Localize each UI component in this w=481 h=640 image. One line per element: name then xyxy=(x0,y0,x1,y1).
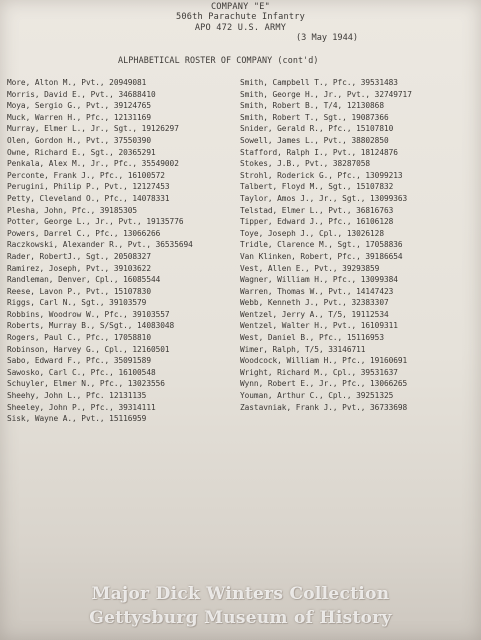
roster-entry: Strohl, Roderick G., Pfc., 13099213 xyxy=(240,170,403,180)
roster-entry: Wagner, William H., Pfc., 13099384 xyxy=(240,275,398,285)
roster-entry: Tridle, Clarence M., Sgt., 17058836 xyxy=(240,240,403,250)
roster-entry: Schuyler, Elmer N., Pfc., 13023556 xyxy=(7,379,165,389)
roster-entry: Smith, Robert T., Sgt., 19087366 xyxy=(240,112,389,122)
roster-entry: Sowell, James L., Pvt., 38802850 xyxy=(240,135,389,145)
unit-heading: 506th Parachute Infantry xyxy=(176,12,305,22)
roster-right-column xyxy=(240,77,478,413)
roster-entry: Van Klinken, Robert, Pfc., 39186654 xyxy=(240,251,403,261)
roster-entry: Sheeley, John P., Pfc., 39314111 xyxy=(7,402,156,412)
roster-entry: Tipper, Edward J., Pfc., 16106128 xyxy=(240,217,394,227)
roster-entry: Zastavniak, Frank J., Pvt., 36733698 xyxy=(240,402,408,412)
roster-left-column xyxy=(7,77,239,425)
roster-entry: Roberts, Murray B., S/Sgt., 14083048 xyxy=(7,321,175,331)
roster-entry: Smith, George H., Jr., Pvt., 32749717 xyxy=(240,89,412,99)
roster-entry: Wynn, Robert E., Jr., Pfc., 13066265 xyxy=(240,379,408,389)
watermark-collection: Major Dick Winters Collection xyxy=(91,584,390,604)
roster-entry: Telstad, Elmer L., Pvt., 36816763 xyxy=(240,205,394,215)
roster-entry: Reese, Lavon P., Pvt., 15107830 xyxy=(7,286,151,296)
roster-entry: Powers, Darrel C., Pfc., 13066266 xyxy=(7,228,161,238)
roster-entry: Smith, Robert B., T/4, 12130868 xyxy=(240,101,384,111)
roster-entry: Robinson, Harvey G., Cpl., 12160501 xyxy=(7,344,170,354)
roster-entry: Rader, RobertJ., Sgt., 20508327 xyxy=(7,251,151,261)
roster-entry: More, Alton M., Pvt., 20949081 xyxy=(7,78,147,87)
roster-entry: Perconte, Frank J., Pfc., 16100572 xyxy=(7,170,165,180)
roster-entry: Ramirez, Joseph, Pvt., 39103622 xyxy=(7,263,151,273)
roster-entry: Riggs, Carl N., Sgt., 39103579 xyxy=(7,298,147,308)
roster-entry: Talbert, Floyd M., Sgt., 15107832 xyxy=(240,182,394,192)
roster-entry: Snider, Gerald R., Pfc., 15107810 xyxy=(240,124,394,134)
roster-entry: Stafford, Ralph I., Pvt., 18124876 xyxy=(240,147,398,157)
apo-heading: APO 472 U.S. ARMY xyxy=(194,23,287,33)
roster-entry: Wright, Richard M., Cpl., 39531637 xyxy=(240,367,398,377)
roster-entry: Penkala, Alex M., Jr., Pfc., 35549002 xyxy=(7,159,179,169)
roster-entry: Smith, Campbell T., Pfc., 39531483 xyxy=(240,78,398,87)
roster-entry: Rogers, Paul C., Pfc., 17058810 xyxy=(7,333,151,343)
roster-entry: Youman, Arthur C., Cpl., 39251325 xyxy=(240,391,394,401)
roster-entry: Perugini, Philip P., Pvt., 12127453 xyxy=(7,182,170,192)
roster-entry: Stokes, J.B., Pvt., 38287058 xyxy=(240,159,371,169)
roster-entry: Sisk, Wayne A., Pvt., 15116959 xyxy=(7,414,147,424)
roster-entry: Olen, Gordon H., Pvt., 37550390 xyxy=(7,135,151,145)
roster-entry: Sawosko, Carl C., Pfc., 16100548 xyxy=(7,367,156,377)
roster-entry: Webb, Kenneth J., Pvt., 32383307 xyxy=(240,298,389,308)
roster-entry: Petty, Cleveland O., Pfc., 14078331 xyxy=(7,193,170,203)
roster-entry: Woodcock, William H., Pfc., 19160691 xyxy=(240,356,408,366)
roster-entry: West, Daniel B., Pfc., 15116953 xyxy=(240,333,384,343)
roster-entry: Potter, George L., Jr., Pvt., 19135776 xyxy=(7,217,184,227)
roster-entry: Wentzel, Jerry A., T/5, 19112534 xyxy=(240,309,389,319)
watermark-museum: Gettysburg Museum of History xyxy=(89,608,392,628)
roster-entry: Murray, Elmer L., Jr., Sgt., 19126297 xyxy=(7,124,179,134)
roster-entry: Toye, Joseph J., Cpl., 13026128 xyxy=(240,228,384,238)
roster-entry: Muck, Warren H., Pfc., 12131169 xyxy=(7,112,151,122)
roster-entry: Warren, Thomas W., Pvt., 14147423 xyxy=(240,286,394,296)
roster-entry: Sabo, Edward F., Pfc., 35091589 xyxy=(7,356,151,366)
roster-entry: Wimer, Ralph, T/5, 33146711 xyxy=(240,344,366,354)
roster-entry: Wentzel, Walter H., Pvt., 16109311 xyxy=(240,321,398,331)
roster-entry: Plesha, John, Pfc., 39185305 xyxy=(7,205,138,215)
roster-entry: Vest, Allen E., Pvt., 39293859 xyxy=(240,263,380,273)
document-date: (3 May 1944) xyxy=(296,33,359,43)
roster-entry: Randleman, Denver, Cpl., 16085544 xyxy=(7,275,161,285)
roster-entry: Moya, Sergio G., Pvt., 39124765 xyxy=(7,101,151,111)
roster-entry: Owne, Richard E., Sgt., 20365291 xyxy=(7,147,156,157)
roster-entry: Raczkowski, Alexander R., Pvt., 36535694 xyxy=(7,240,193,250)
roster-entry: Sheehy, John L., Pfc. 12131135 xyxy=(7,391,147,401)
company-heading: COMPANY "E" xyxy=(210,2,271,12)
roster-entry: Taylor, Amos J., Jr., Sgt., 13099363 xyxy=(240,193,408,203)
roster-entry: Robbins, Woodrow W., Pfc., 39103557 xyxy=(7,309,170,319)
roster-title: ALPHABETICAL ROSTER OF COMPANY (cont'd) xyxy=(118,55,319,65)
roster-entry: Morris, David E., Pvt., 34688410 xyxy=(7,89,156,99)
